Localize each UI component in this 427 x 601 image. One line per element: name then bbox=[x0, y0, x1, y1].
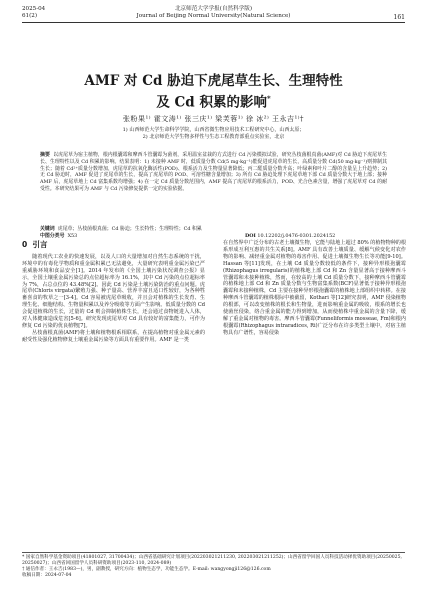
section-title: 引言 bbox=[32, 240, 48, 249]
footnotes bbox=[22, 552, 405, 579]
body-paragraph: 随着现代工农业的快速发展，以及人口的大量增加对自然生态系统的干扰，环境中的有毒化学物质和重金属积累已无法避免，大量研究表明重金属污染已严重威胁环境和食品安全[1]。2014 年发布的《全国土壤污染状况调查公报》显示，全国土壤重金属污染总的点位超标率为 16.1%，其中 Cd 污染的点位超标率为 7%，占总点位的 43.48%[2]。因此 Cd 污染是土壤污染防治的重点问题。虎尾草(Chloris virgata)繁殖力强、种子量高、营养丰富且适口性较好，为各种牲畜喜食的牧草之一[3-4]。Cd 容易被虎尾草吸收，并且会对植株的生长发育、生理生化、细胞结构、生物量积累以及养分吸收等方面产生影响。低质量分数的 Cd 会促进植株的生长，过量的 Cd 则会抑制植株生长，还会通过食物链进入人体，对人体健康造成危害[5-6]。研究发现虎尾草对 Cd 具有较好的富集能力，可作为修复 Cd 污染的优良植物[7]。 bbox=[22, 253, 205, 329]
left-column bbox=[22, 240, 205, 344]
classification-line bbox=[40, 233, 387, 240]
affiliation-1: 1) 山西师范大学生命科学学院，山西省微生物应用技术工程研究中心，山西太原； bbox=[122, 127, 305, 133]
body-paragraph: 在自然界中广泛分布的古老土壤微生物，它能与陆地上超过 80% 的植物物种的根系形成互利互惠的共生关系[8]。AMF 具有改善土壤质量、缓解气候变化对农作物的影响、减轻重金属对植物的毒害作用、促进土壤微生物生长等功能[9-10]。Hassan 等[11]发现，在土壤 Cd 质量分数较低的条件下，接种异形根孢囊霉(Rhizophagus irregularis)的植株地上部 Cd 和 Zn 含量显著高于接种摩西斗管囊霉和未接种植株，然而，在较高的土壤 Cd 质量分数下，接种摩西斗管囊霉的植株地上部 Cd 和 Zn 质量分数与生物富集系数(BCF)显著低于接种异形根孢囊霉和未接种植株，Cd 主要在接种异形根孢囊霉的植株地上部组织中转移。在接种摩西斗管囊霉的植株根际中被截留，Kothari 等[12]研究表明，AMF 侵染植物的根部，可以改变植株的根长和生物量，进而影响重金属的吸收，根系的增长也使菌丝侵染，络合重金属的能力得到增加，从而使植株中重金属的含量下降，缓解了重金属对植物的毒害。摩西斗管囊霉(Funneliformis mosseae, Fm)和根内根囊霉(Rhizophagus intraradices, Ri)广泛分布在许多类型土壤中，对宿主植物具有广谱性，容易侵染 bbox=[223, 240, 406, 336]
title-footnote-mark: * bbox=[266, 94, 271, 103]
running-header bbox=[22, 6, 405, 28]
keywords-line bbox=[40, 226, 387, 233]
page-number: 161 bbox=[393, 14, 405, 21]
title-line-1: AMF 对 Cd 胁迫下虎尾草生长、生理特性 bbox=[84, 73, 343, 89]
doi-line bbox=[245, 233, 335, 240]
funding-footnote: * 国家自然科学基金资助项目(41801027, 31700434)；山西省基础研究计划项目(202203021211230, 202203021211252)；山西省留学回国人员科技活动择优资助项目(20250025, 20250027)；山西省回国留学人员科研资助项目(2023-110, 2024-089) bbox=[22, 555, 402, 566]
received-date: 收稿日期：2024-07-04 bbox=[22, 573, 72, 578]
abstract-label: 摘要 bbox=[40, 152, 50, 158]
issue-date: 2025-04 bbox=[22, 6, 46, 12]
abstract bbox=[40, 152, 387, 193]
keywords: 虎尾草；丛枝菌根真菌；Cd 胁迫；生长特性；生理特性；Cd 积累 bbox=[57, 226, 202, 232]
body-paragraph: 丛枝菌根真菌(AMF)将土壤和植物根系相联系，在提高植物对重金属元素的耐受性及强化植物修复土壤重金属污染等方面具有重要作用。AMF 是一类 bbox=[22, 329, 205, 343]
author-list: 张粉果¹⁾ 霍文涛¹⁾ 张三庆¹⁾ 梁芙蓉¹⁾ 徐 冰²⁾ 王永吉¹⁾† bbox=[122, 115, 304, 123]
doi-label: DOI bbox=[245, 232, 256, 239]
issue-volume: 61(2) bbox=[22, 13, 38, 19]
right-column bbox=[223, 240, 406, 337]
abstract-text: 以虎尾草为宿主植物，根内根囊霉和摩西斗管囊霉为菌剂，采用温室盆栽的方式进行 Cd 污染模拟试验，研究丛枝菌根真菌(AMF)对 Cd 胁迫下虎尾草生长、生理特性以及 Cd 积累的影响。结果表明：1) 未接种 AMF 时，低质量分数 Cd(5 mg·kg⁻¹)能促进虎尾草的生长，高质量分数 Cd(50 mg·kg⁻¹)则抑制其生长；随着 Cd²⁺质量分数增加，虎尾草的抗氧化酶活性(POD)、根系活力及生物量显著降低；丙二醛质量分数升高；叶绿素和叶片二醇的含量呈上升趋势；2) 无 Cd 胁迫时，AMF 促进了虎尾草的生长，提高了虎尾草的 POD、可溶性糖含量增加；3) 所有 Cd 胁迫处理下虎尾草地下部 Cd 质量分数大于地上部；接种 AMF 后，虎尾草地上 Cd 富集系数均增强；4) 在一定 Cd 质量分数范围内，AMF 提高了虎尾草的根系活力，POD、光合色素含量，增强了虎尾草对 Cd 的耐受性。本研究结果可为 AMF 与 Cd 污染修复提供一定的实验依据。 bbox=[40, 152, 388, 192]
paper-title bbox=[0, 72, 427, 112]
keywords-label: 关键词 bbox=[40, 226, 55, 232]
affiliation-2: 2) 北京师范大学生物多样性与生态工程教育部重点实验室，北京 bbox=[142, 134, 285, 140]
header-rule bbox=[22, 22, 405, 23]
clc-label: 中图分类号 bbox=[40, 232, 65, 239]
article-meta bbox=[40, 226, 387, 240]
journal-name-en: Journal of Beijing Normal University(Natural Science) bbox=[136, 13, 291, 19]
journal-name bbox=[22, 6, 405, 20]
corresponding-author-footnote: † 通信作者：王永吉(1983—)，男，副教授，研究方向：植物生态学，功能生态学。E-mail: wangyongji126@126.com bbox=[22, 567, 271, 572]
journal-name-cn: 北京师范大学学报(自然科学版) bbox=[174, 6, 253, 12]
section-heading bbox=[22, 242, 205, 249]
doi-value: 10.12202/j.0476-0301.2024152 bbox=[257, 232, 336, 239]
title-line-2: 及 Cd 积累的影响 bbox=[156, 94, 267, 111]
section-number: 0 bbox=[22, 240, 28, 249]
clc-code: X53 bbox=[67, 232, 78, 239]
